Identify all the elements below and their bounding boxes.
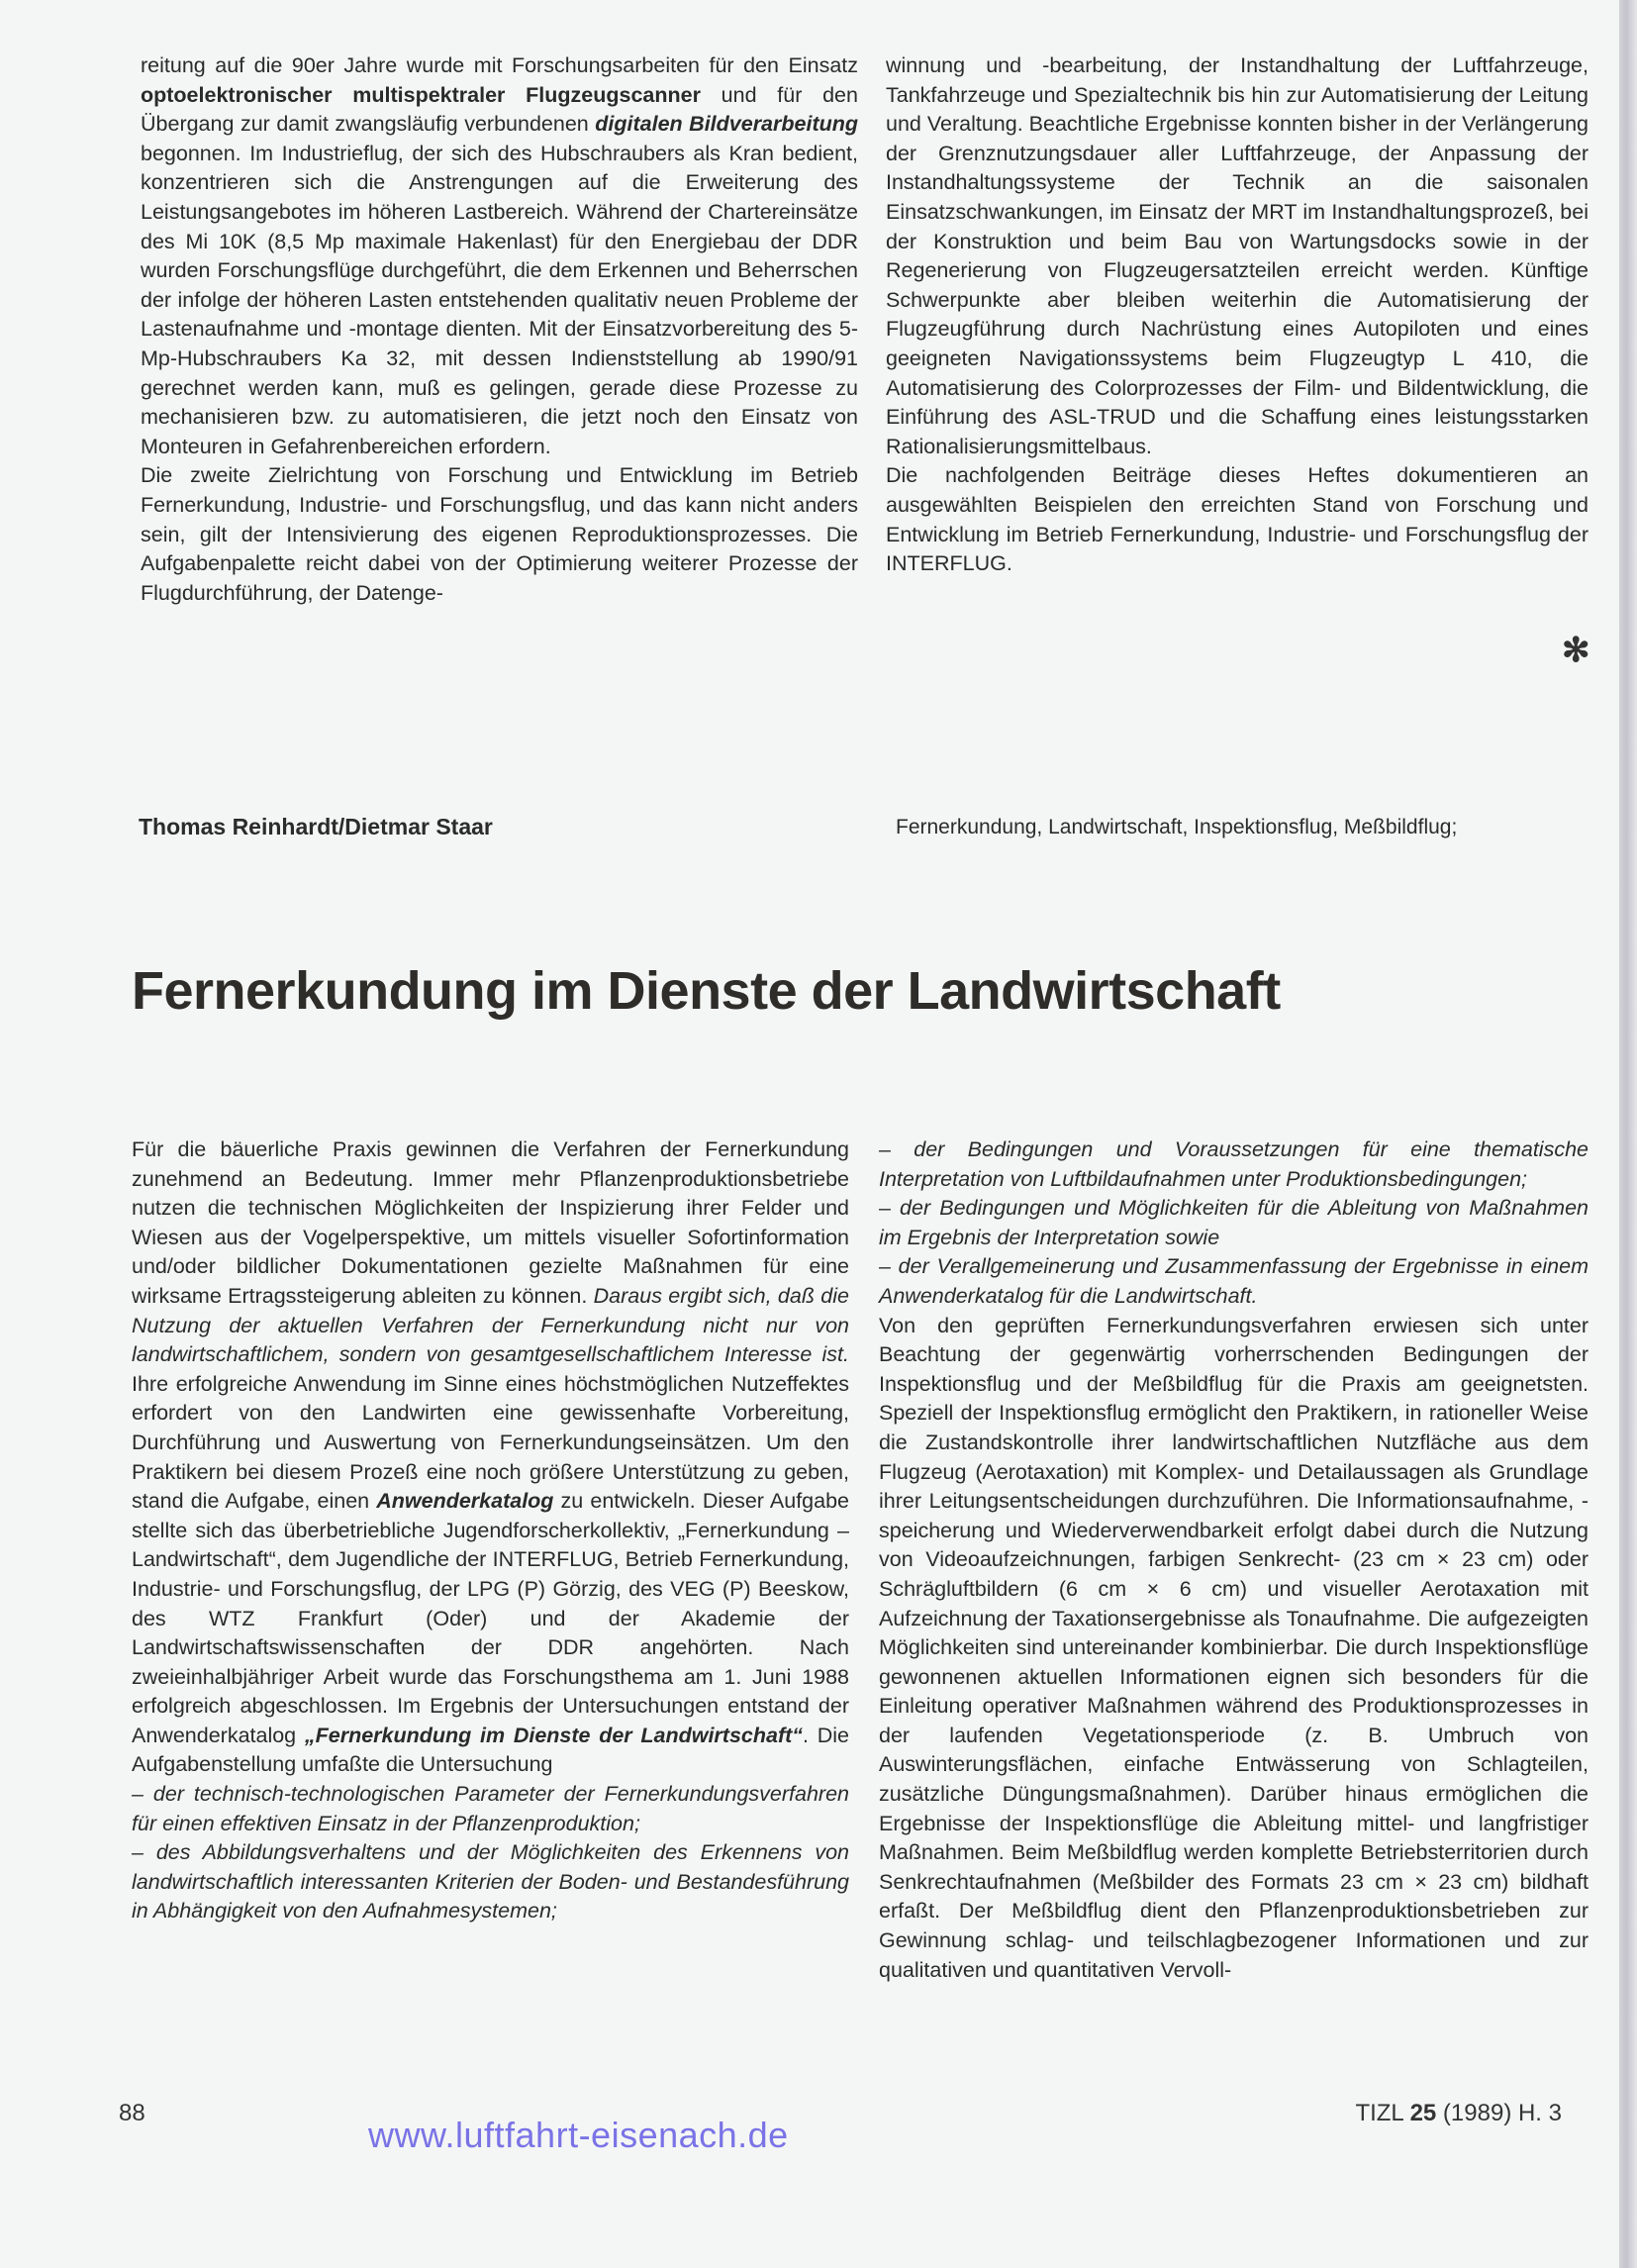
text-run: reitung auf die 90er Jahre wurde mit Forschungsarbeiten für den Einsatz [141, 53, 858, 77]
article-left-column [132, 1135, 849, 1926]
paragraph [132, 1135, 849, 1780]
website-watermark: www.luftfahrt-eisenach.de [368, 2115, 789, 2155]
paragraph [141, 51, 858, 461]
emphasized-text: – der Verallgemeinerung und Zusammenfassung der Ergebnisse in einem Anwenderkatalog für die Landwirtschaft. [879, 1254, 1589, 1308]
page-number: 88 [119, 2100, 145, 2126]
text-run: Für die bäuerliche Praxis gewinnen die Verfahren der Fernerkundung zunehmend an Bedeutung. Immer mehr Pflanzenproduktionsbetriebe nutzen die technischen Möglichkeiten der Inspizierung ihrer Felder und Wiesen aus der Vogelperspektive, um mittels visueller Sofortinformation und/oder bildlicher Dokumentationen gezielte Maßnahmen für eine wirksame Ertragssteigerung ableiten zu können. [132, 1137, 849, 1308]
journal-issue: (1989) H. 3 [1436, 2100, 1562, 2126]
journal-volume: 25 [1409, 2100, 1437, 2126]
emphasized-text: Anwenderkatalog [376, 1489, 554, 1514]
text-run: begonnen. Im Industrieflug, der sich des Hubschraubers als Kran bedient, konzentrieren sich die Anstrengungen auf die Erweiterung des Leistungsangebotes im höheren Lastbereich. Während der Chartereinsätze des Mi 10K (8,5 Mp maximale Hakenlast) für den Energiebau der DDR wurden Forschungsflüge durchgeführt, die dem Erkennen und Beherrschen der infolge der höheren Lasten entstehenden qualitativ neuen Probleme der Lastenaufnahme und -montage dienten. Mit der Einsatzvorbereitung des 5-Mp-Hubschraubers Ka 32, mit dessen Indienststellung ab 1990/91 gerechnet werden kann, muß es gelingen, gerade diese Prozesse zu mechanisieren bzw. zu automatisieren, die jetzt noch den Einsatz von Monteuren in Gefahrenbereichen erfordern. [141, 141, 858, 458]
emphasized-text: – der technisch-technologischen Parameter der Fernerkundungsverfahren für einen effektiven Einsatz in der Pflanzenproduktion; [132, 1782, 849, 1835]
text-run: Die nachfolgenden Beiträge dieses Heftes dokumentieren an ausgewählten Beispielen den erreichten Stand von Forschung und Entwicklung im Betrieb Fernerkundung, Industrie- und Forschungsflug der INTERFLUG. [886, 463, 1589, 576]
paragraph [886, 461, 1589, 578]
article-title: Fernerkundung im Dienste der Landwirtschaft [132, 961, 1281, 1021]
article-right-column [879, 1135, 1589, 1985]
text-run: Ihre erfolgreiche Anwendung im Sinne eines höchstmöglichen Nutzeffektes erfordert von den Landwirten eine gewissenhafte Vorbereitung, Durchführung und Auswertung von Fernerkundungseinsätzen. Um den Praktikern bei diesem Prozeß eine noch größere Unterstützung zu geben, stand die Aufgabe, einen [132, 1371, 849, 1514]
text-run: Die zweite Zielrichtung von Forschung und Entwicklung im Betrieb Fernerkundung, Industrie- und Forschungsflug, und das kann nicht anders sein, gilt der Intensivierung des eigenen Reproduktionsprozesses. Die Aufgabenpalette reicht dabei von der Optimierung weiterer Prozesse der Flugdurchführung, der Datenge- [141, 463, 858, 605]
previous-article-right-column [886, 51, 1589, 579]
end-of-article-mark-icon: ✻ [1562, 632, 1590, 669]
emphasized-text: optoelektronischer multispektraler Flugzeugscanner [141, 82, 701, 107]
text-run: Von den geprüften Fernerkundungsverfahren erwiesen sich unter Beachtung der gegenwärtig vorherrschenden Bedingungen der Inspektionsflug und der Meßbildflug für die Praxis am geeignetsten. Speziell der Inspektionsflug ermöglicht den Praktikern, in rationeller Weise die Zustandskontrolle ihrer landwirtschaftlichen Nutzfläche aus dem Flugzeug (Aerotaxation) mit Komplex- und Detailaussagen als Grundlage ihrer Leitungsentscheidungen durchzuführen. Die Informationsaufnahme, -speicherung und Wiederverwendbarkeit erfolgt dabei durch die Nutzung von Videoaufzeichnungen, farbigen Senkrecht- (23 cm × 23 cm) oder Schrägluftbildern (6 cm × 6 cm) und visueller Aerotaxation mit Aufzeichnung der Taxationsergebnisse als Tonaufnahme. Die aufgezeigten Möglichkeiten sind untereinander kombinierbar. Die durch Inspektionsflüge gewonnenen aktuellen Informationen eignen sich besonders für die Einleitung operativer Maßnahmen während des Produktionsprozesses in der laufenden Vegetationsperiode (z. B. Umbruch von Auswinterungsflächen, einfache Entwässerung von Schlagteilen, zusätzliche Düngungsmaßnahmen). Darüber hinaus ermöglichen die Ergebnisse der Inspektionsflüge die Ableitung mittel- und langfristiger Maßnahmen. Beim Meßbildflug werden komplette Betriebsterritorien durch Senkrechtaufnahmen (Meßbilder des Formats 23 cm × 23 cm) bildhaft erfaßt. Der Meßbildflug dient den Pflanzenproduktionsbetrieben zur Gewinnung schlag- und teilschlagbezogener Informationen und zur qualitativen und quantitativen Vervoll- [879, 1313, 1589, 1982]
paragraph [879, 1135, 1589, 1194]
paragraph [132, 1838, 849, 1926]
emphasized-text: digitalen Bildverarbeitung [595, 112, 859, 137]
journal-prefix: TIZL [1355, 2100, 1410, 2126]
text-run: winnung und -bearbeitung, der Instandhaltung der Luftfahrzeuge, Tankfahrzeuge und Spezialtechnik bis hin zur Automatisierung der Leitung und Veraltung. Beachtliche Ergebnisse konnten bisher in der Verlängerung der Grenznutzungsdauer aller Luftfahrzeuge, der Anpassung der Instandhaltungssysteme der Technik an die saisonalen Einsatzschwankungen, im Einsatz der MRT im Instandhaltungsprozeß, bei der Konstruktion und beim Bau von Wartungsdocks sowie in der Regenerierung von Flugzeugersatzteilen erreicht werden. Künftige Schwerpunkte aber bleiben weiterhin die Automatisierung der Flugzeugführung durch Nachrüstung eines Autopiloten und eines geeigneten Navigationssystems beim Flugzeugtyp L 410, die Automatisierung des Colorprozesses der Film- und Bildentwicklung, die Einführung des ASL-TRUD und die Schaffung eines leistungsstarken Rationalisierungsmittelbaus. [886, 53, 1589, 458]
paragraph [141, 461, 858, 608]
emphasized-text: – der Bedingungen und Voraussetzungen für eine thematische Interpretation von Luftbildaufnahmen unter Produktionsbedingungen; [879, 1137, 1589, 1191]
paragraph [879, 1252, 1589, 1311]
previous-article-left-column [141, 51, 858, 608]
paragraph [886, 51, 1589, 461]
paragraph [879, 1194, 1589, 1252]
page-binding-edge [1619, 0, 1637, 2268]
article-authors: Thomas Reinhardt/Dietmar Staar [139, 814, 493, 839]
emphasized-text: „Fernerkundung im Dienste der Landwirtschaft“ [304, 1723, 804, 1747]
paragraph [132, 1780, 849, 1838]
emphasized-text: Daraus ergibt sich, daß die Nutzung der aktuellen Verfahren der Fernerkundung nicht nur von landwirtschaftlichem, sondern von gesamtgesellschaftlichem Interesse ist. [132, 1283, 849, 1367]
article-keywords: Fernerkundung, Landwirtschaft, Inspektionsflug, Meßbildflug; [896, 816, 1458, 838]
journal-citation [1355, 2100, 1562, 2127]
text-run: zu entwickeln. Dieser Aufgabe stellte sich das überbetriebliche Jugendforscherkollektiv, „Fernerkundung – Landwirtschaft“, dem Jugendliche der INTERFLUG, Betrieb Fernerkundung, Industrie- und Forschungsflug, der LPG (P) Görzig, des VEG (P) Beeskow, des WTZ Frankfurt (Oder) und der Akademie der Landwirtschaftswissenschaften der DDR angehörten. Nach zweieinhalbjähriger Arbeit wurde das Forschungsthema am 1. Juni 1988 erfolgreich abgeschlossen. Im Ergebnis der Untersuchungen entstand der Anwenderkatalog [132, 1489, 849, 1747]
paragraph [879, 1312, 1589, 1986]
emphasized-text: – der Bedingungen und Möglichkeiten für die Ableitung von Maßnahmen im Ergebnis der Interpretation sowie [879, 1196, 1589, 1249]
text-run: . Die Aufgabenstellung umfaßte die Untersuchung [132, 1723, 849, 1777]
emphasized-text: – des Abbildungsverhaltens und der Möglichkeiten des Erkennens von landwirtschaftlich interessanten Kriterien der Boden- und Bestandesführung in Abhängigkeit von den Aufnahmesystemen; [132, 1840, 849, 1923]
text-run: und für den Übergang zur damit zwangsläufig verbundenen [141, 82, 858, 137]
